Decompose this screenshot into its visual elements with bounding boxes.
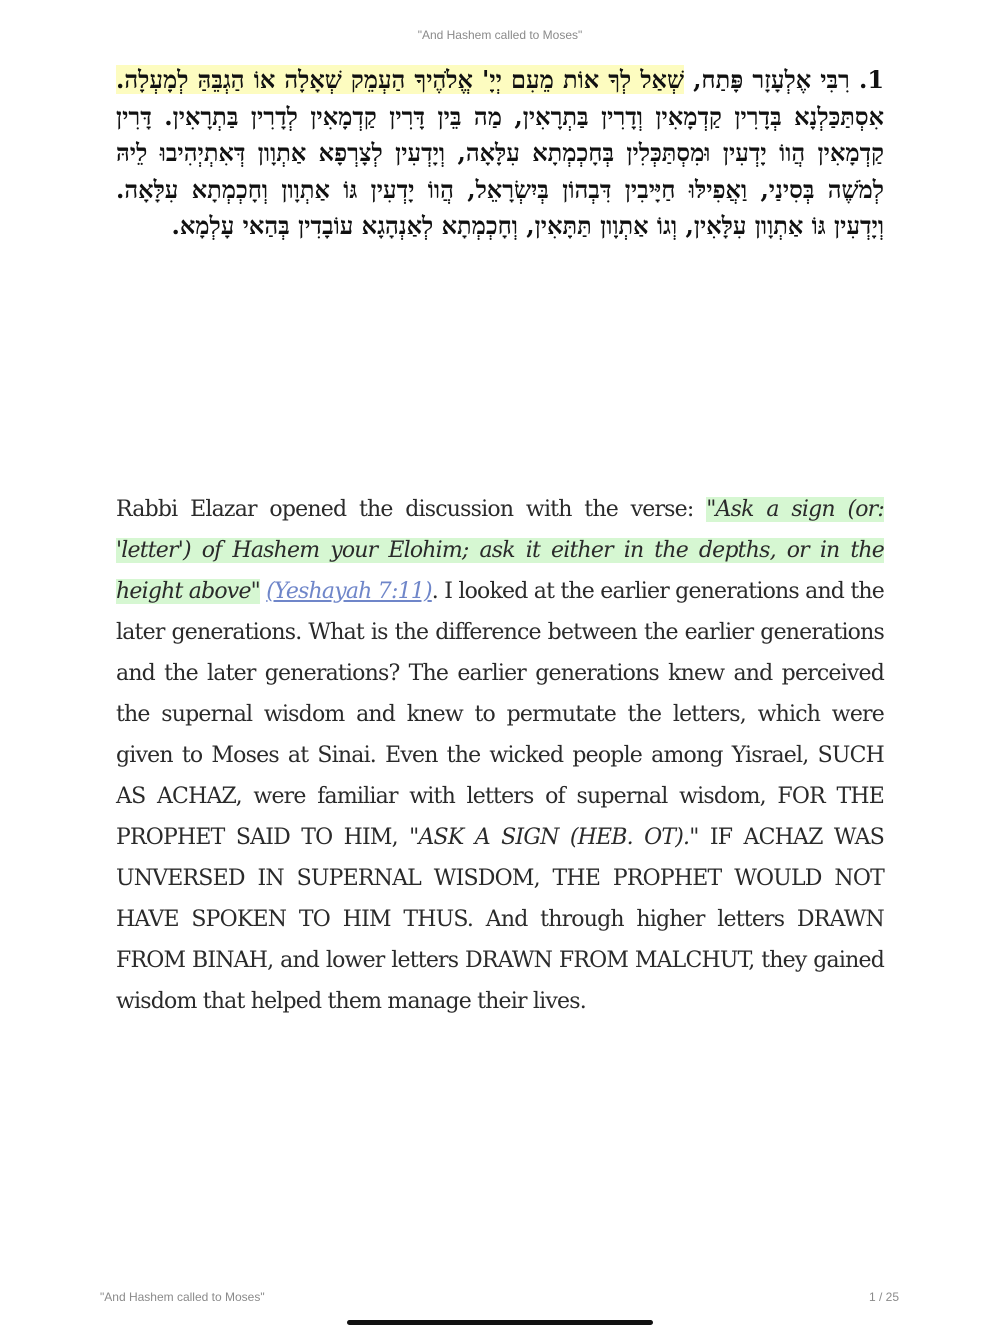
hebrew-body: אִסְתַּכַּלְנָא בְּדָרִין קַדְמָאִין וְדָרִין בַּתְרָאִין, מַה בֵּין דָּרִין קַדְמָאִין לְדָרִין בַּתְרָאִין. דָּרִין קַדְמָאִין הֲווֹ יָדְעִין וּמִסְתַּכְּלִין בְּחָכְמְתָא עִלָּאָה, וְיָדְעִין לְצָרְפָא אַתְוָון דְּאִתְיְהִיבוּ לֵיהּ לְמֹשֶׁה בְּסִינַי, וַאֲפִילּוּ חַיָּיבִין דִּבְהוֹן בְּיִשְׂרָאֵל, הֲווֹ יָדְעִין גּוֹ אַתְוָון וְחָכְמְתָא עִלָּאָה. וְיָדְעִין גּוֹ אַתְוָון עִלָּאִין, וְגוֹ אַתְוָון תַּתָּאִין, וְחָכְמְתָא לְאַנְהָגָא עוֹבָדִין בְּהַאי עָלְמָא. [116, 101, 884, 240]
chapter-title: "And Hashem called to Moses" [417, 28, 583, 42]
english-ending: IF ACHAZ WAS UNVERSED IN SUPERNAL WISDOM, THE PROPHET WOULD NOT HAVE SPOKEN TO HIM THUS. And through higher letters DRAWN FROM BINAH, and lower letters DRAWN FROM MALCHUT, they gained wisdom that helped them manage their lives. [116, 825, 884, 1014]
english-intro: Rabbi Elazar opened the discussion with the verse: [116, 497, 707, 522]
hebrew-intro: רִבִּי אֶלְעָזָר פָּתַח, [693, 65, 850, 94]
hebrew-text-block[interactable] [116, 62, 884, 245]
english-translation-block[interactable] [116, 489, 884, 1022]
home-indicator-bar[interactable] [347, 1320, 653, 1325]
english-body: . I looked at the earlier generations and the later generations. What is the difference between the earlier generations and the later generations? The earlier generations knew and perceived the supernal wisdom and knew to permutate the letters, which were given to Moses at Sinai. Even the wicked people among Yisrael, SUCH AS ACHAZ, were familiar with letters of supernal wisdom, FOR THE PROPHET SAID TO HIM, [116, 579, 884, 850]
page-indicator: 1 / 25 [868, 1290, 899, 1304]
hebrew-highlighted-verse[interactable]: שְׁאַל לְךָ אוֹת מֵעִם יְיָ' אֱלֹהֶיךָ הַעְמֵק שְׁאָלָה אוֹ הַגְבֵּהַּ לְמָעְלָה. [116, 65, 684, 94]
english-highlighted-quote[interactable]: "Ask a sign (or: 'letter') of Hashem your Elohim; ask it either in the depths, or in the height above" [116, 497, 885, 604]
english-italic-quote: "ASK A SIGN (HEB. OT)." [409, 825, 699, 850]
verse-reference-link[interactable]: (Yeshayah 7:11) [266, 579, 432, 604]
verse-number: 1. [858, 65, 885, 94]
footer-book-title: "And Hashem called to Moses" [100, 1290, 265, 1304]
